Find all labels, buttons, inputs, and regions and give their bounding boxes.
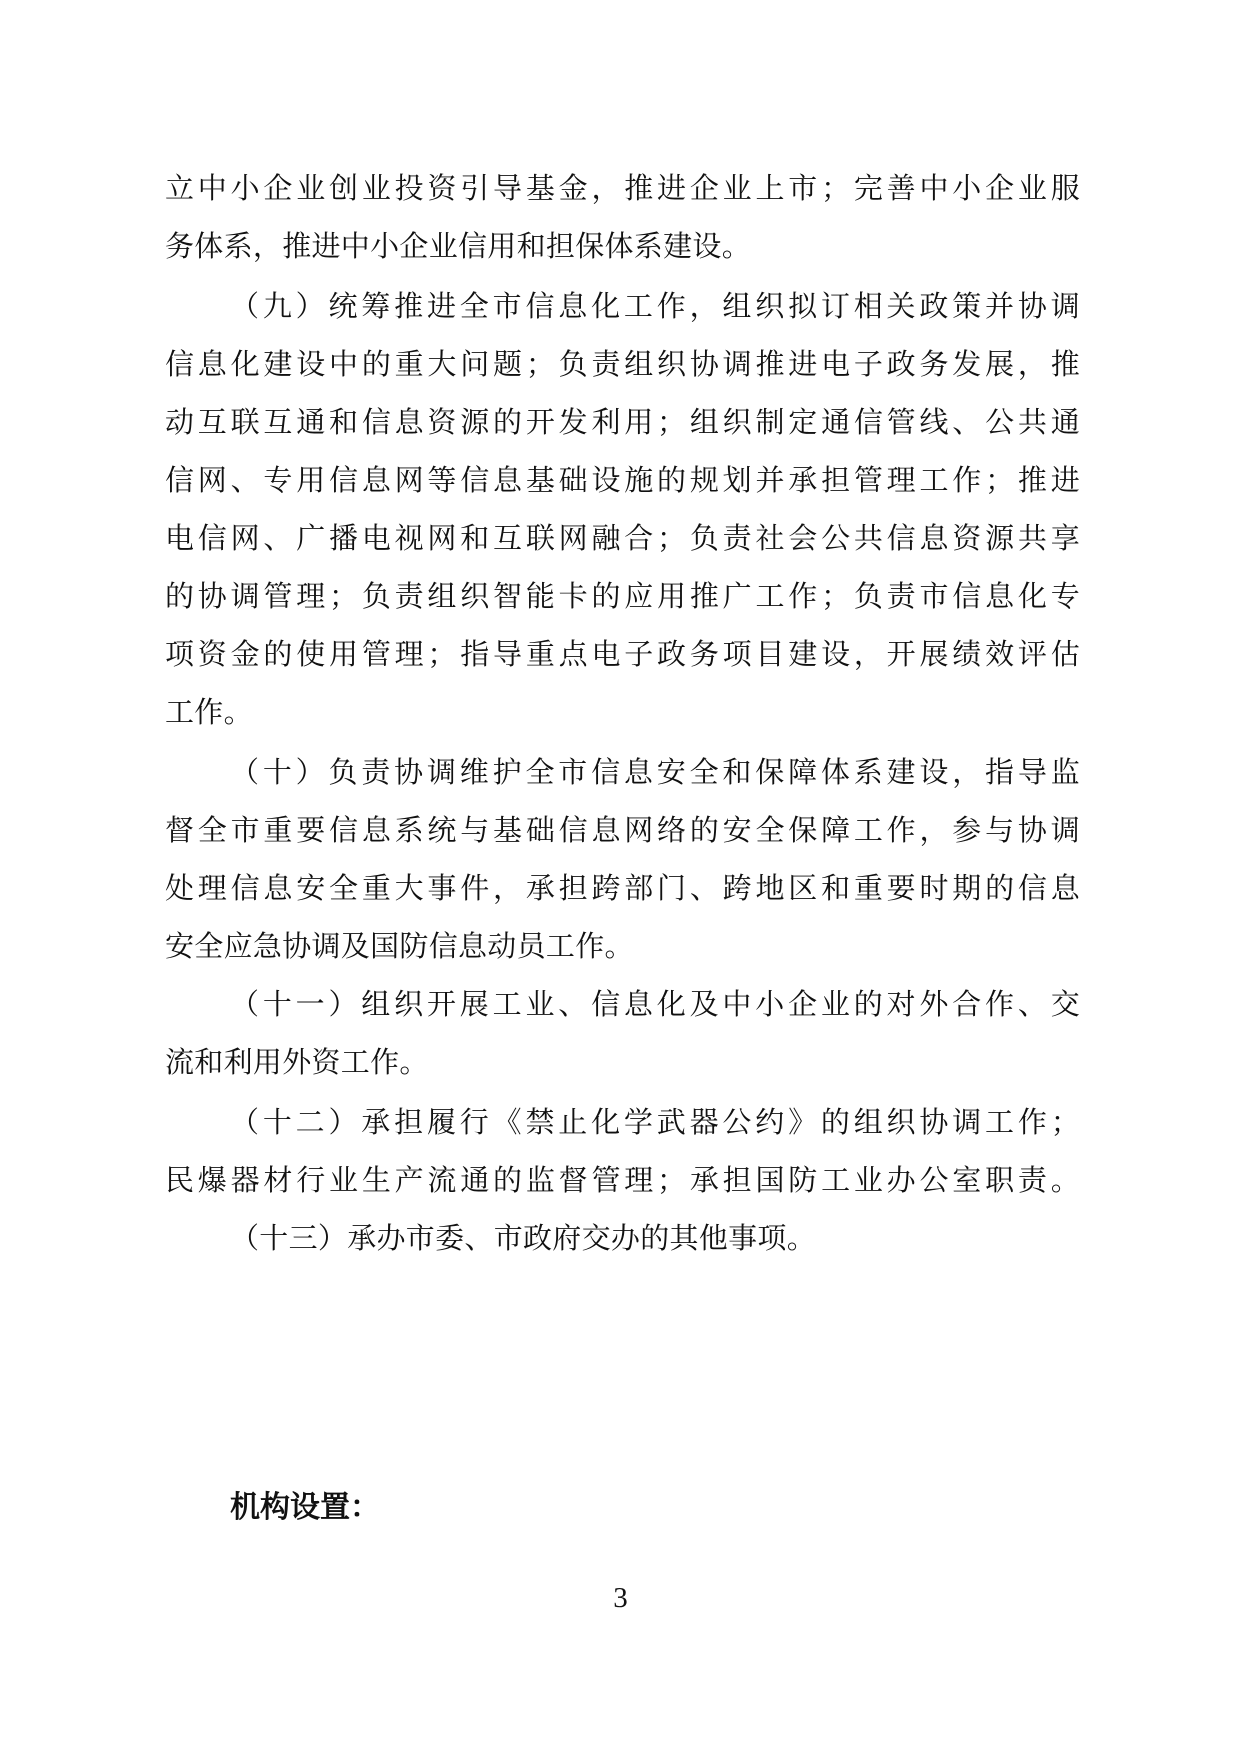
paragraph-thirteen-line: （十三）承办市委、市政府交办的其他事项。 <box>230 1221 817 1255</box>
paragraph-nine-first-line: （九）统筹推进全市信息化工作，组织拟订相关政策并协调 <box>230 289 1080 323</box>
body-text-line: 安全应急协调及国防信息动员工作。 <box>165 929 634 963</box>
body-text-line: 务体系，推进中小企业信用和担保体系建设。 <box>165 229 752 263</box>
paragraph-eleven-first-line: （十一）组织开展工业、信息化及中小企业的对外合作、交 <box>230 987 1080 1021</box>
body-text-line: 项资金的使用管理；指导重点电子政务项目建设，开展绩效评估 <box>165 637 1080 671</box>
body-text-line: 动互联互通和信息资源的开发利用；组织制定通信管线、公共通 <box>165 405 1080 439</box>
body-text-line: 处理信息安全重大事件，承担跨部门、跨地区和重要时期的信息 <box>165 871 1080 905</box>
body-text-line: 工作。 <box>165 695 253 729</box>
body-text-line: 的协调管理；负责组织智能卡的应用推广工作；负责市信息化专 <box>165 579 1080 613</box>
body-text-line: 信息化建设中的重大问题；负责组织协调推进电子政务发展，推 <box>165 347 1080 381</box>
section-heading: 机构设置： <box>230 1490 380 1525</box>
body-text-line: 民爆器材行业生产流通的监督管理；承担国防工业办公室职责。 <box>165 1163 1080 1197</box>
body-text-line: 流和利用外资工作。 <box>165 1045 429 1079</box>
body-text-line: 督全市重要信息系统与基础信息网络的安全保障工作，参与协调 <box>165 813 1080 847</box>
body-text-line: 信网、专用信息网等信息基础设施的规划并承担管理工作；推进 <box>165 463 1080 497</box>
paragraph-twelve-first-line: （十二）承担履行《禁止化学武器公约》的组织协调工作； <box>230 1105 1080 1139</box>
body-text-line: 立中小企业创业投资引导基金，推进企业上市；完善中小企业服 <box>165 171 1080 205</box>
page-number: 3 <box>613 1582 628 1614</box>
paragraph-ten-first-line: （十）负责协调维护全市信息安全和保障体系建设，指导监 <box>230 755 1080 789</box>
body-text-line: 电信网、广播电视网和互联网融合；负责社会公共信息资源共享 <box>165 521 1080 555</box>
